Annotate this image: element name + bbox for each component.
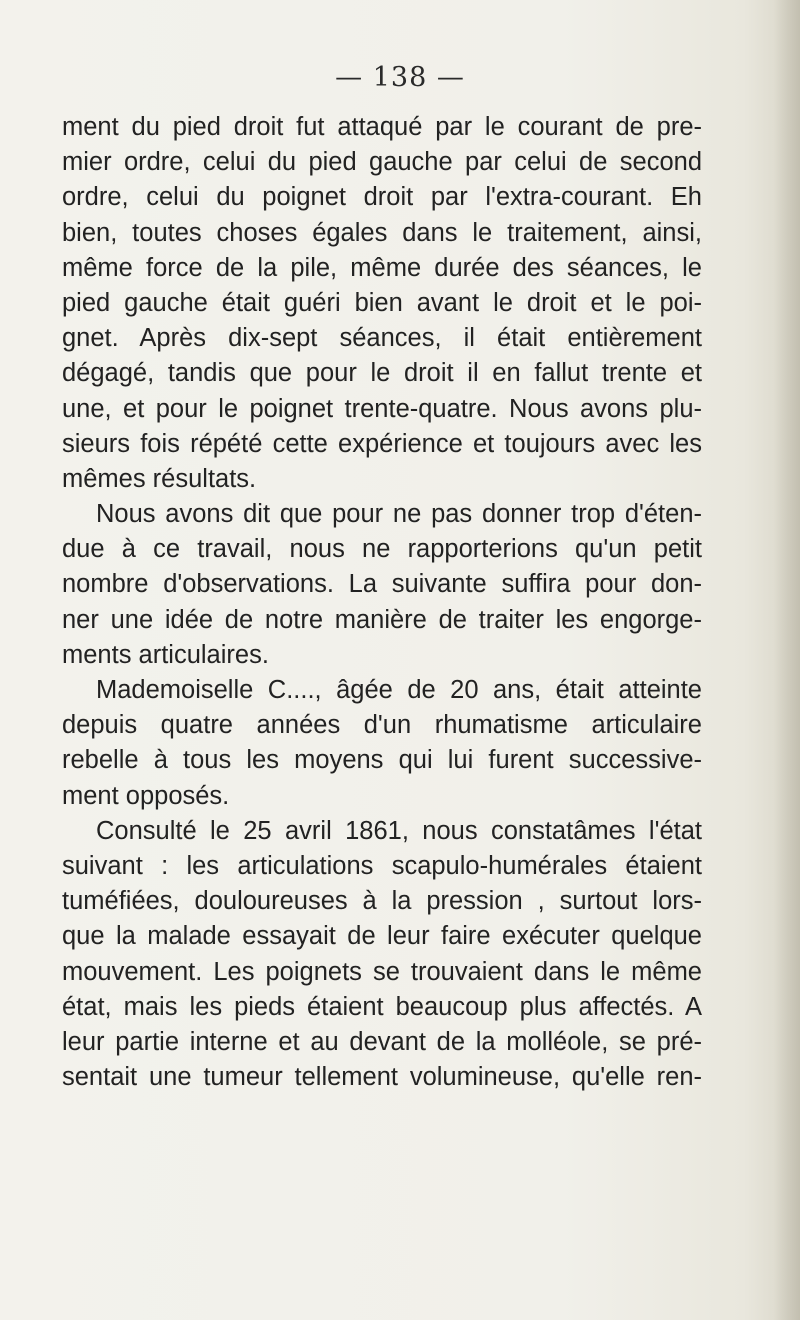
- text-line: même force de la pile, même durée des séances, le: [62, 253, 702, 282]
- text-line: sentait une tumeur tellement volumineuse, qu'elle ren-: [62, 1063, 702, 1092]
- text-line: ment du pied droit fut attaqué par le courant de pre-: [62, 113, 702, 141]
- text-line: due à ce travail, nous ne rapporterions qu'un petit: [62, 535, 702, 564]
- text-line: gnet. Après dix-sept séances, il était entièrement: [62, 324, 702, 353]
- text-line: mouvement. Les poignets se trouvaient dans le même: [62, 957, 702, 986]
- text-line: leur partie interne et au devant de la molléole, se pré-: [62, 1027, 702, 1056]
- text-line: état, mais les pieds étaient beaucoup plus affectés. A: [62, 992, 702, 1021]
- body-text: [62, 110, 702, 1095]
- text-line: une, et pour le poignet trente-quatre. Nous avons plu-: [62, 394, 702, 423]
- text-line: Consulté le 25 avril 1861, nous constatâmes l'état: [96, 816, 702, 845]
- text-line: ment opposés.: [62, 781, 230, 810]
- text-line: rebelle à tous les moyens qui lui furent successive-: [62, 746, 702, 775]
- text-line: sieurs fois répété cette expérience et toujours avec les: [62, 429, 702, 458]
- text-line: mier ordre, celui du pied gauche par celui de second: [62, 148, 702, 177]
- page-number-header: — 138 —: [335, 62, 465, 93]
- text-line: bien, toutes choses égales dans le traitement, ainsi,: [62, 218, 702, 247]
- text-line: que la malade essayait de leur faire exécuter quelque: [62, 922, 702, 951]
- text-line: suivant : les articulations scapulo-humérales étaient: [62, 851, 702, 880]
- text-line: pied gauche était guéri bien avant le droit et le poi-: [62, 288, 702, 317]
- text-line: nombre d'observations. La suivante suffira pour don-: [62, 570, 702, 599]
- page-edge-shadow: [774, 0, 800, 1320]
- text-line: dégagé, tandis que pour le droit il en fallut trente et: [62, 359, 702, 388]
- text-line: tuméfiées, douloureuses à la pression , surtout lors-: [62, 887, 702, 916]
- text-line: mêmes résultats.: [62, 464, 257, 493]
- text-line: Nous avons dit que pour ne pas donner trop d'éten-: [96, 500, 702, 529]
- text-line: ner une idée de notre manière de traiter les engorge-: [62, 605, 702, 634]
- text-line: Mademoiselle C...., âgée de 20 ans, était atteinte: [96, 676, 702, 704]
- text-line: ments articulaires.: [62, 640, 269, 669]
- text-line: ordre, celui du poignet droit par l'extra-courant. Eh: [62, 183, 702, 212]
- text-line: depuis quatre années d'un rhumatisme articulaire: [62, 711, 702, 740]
